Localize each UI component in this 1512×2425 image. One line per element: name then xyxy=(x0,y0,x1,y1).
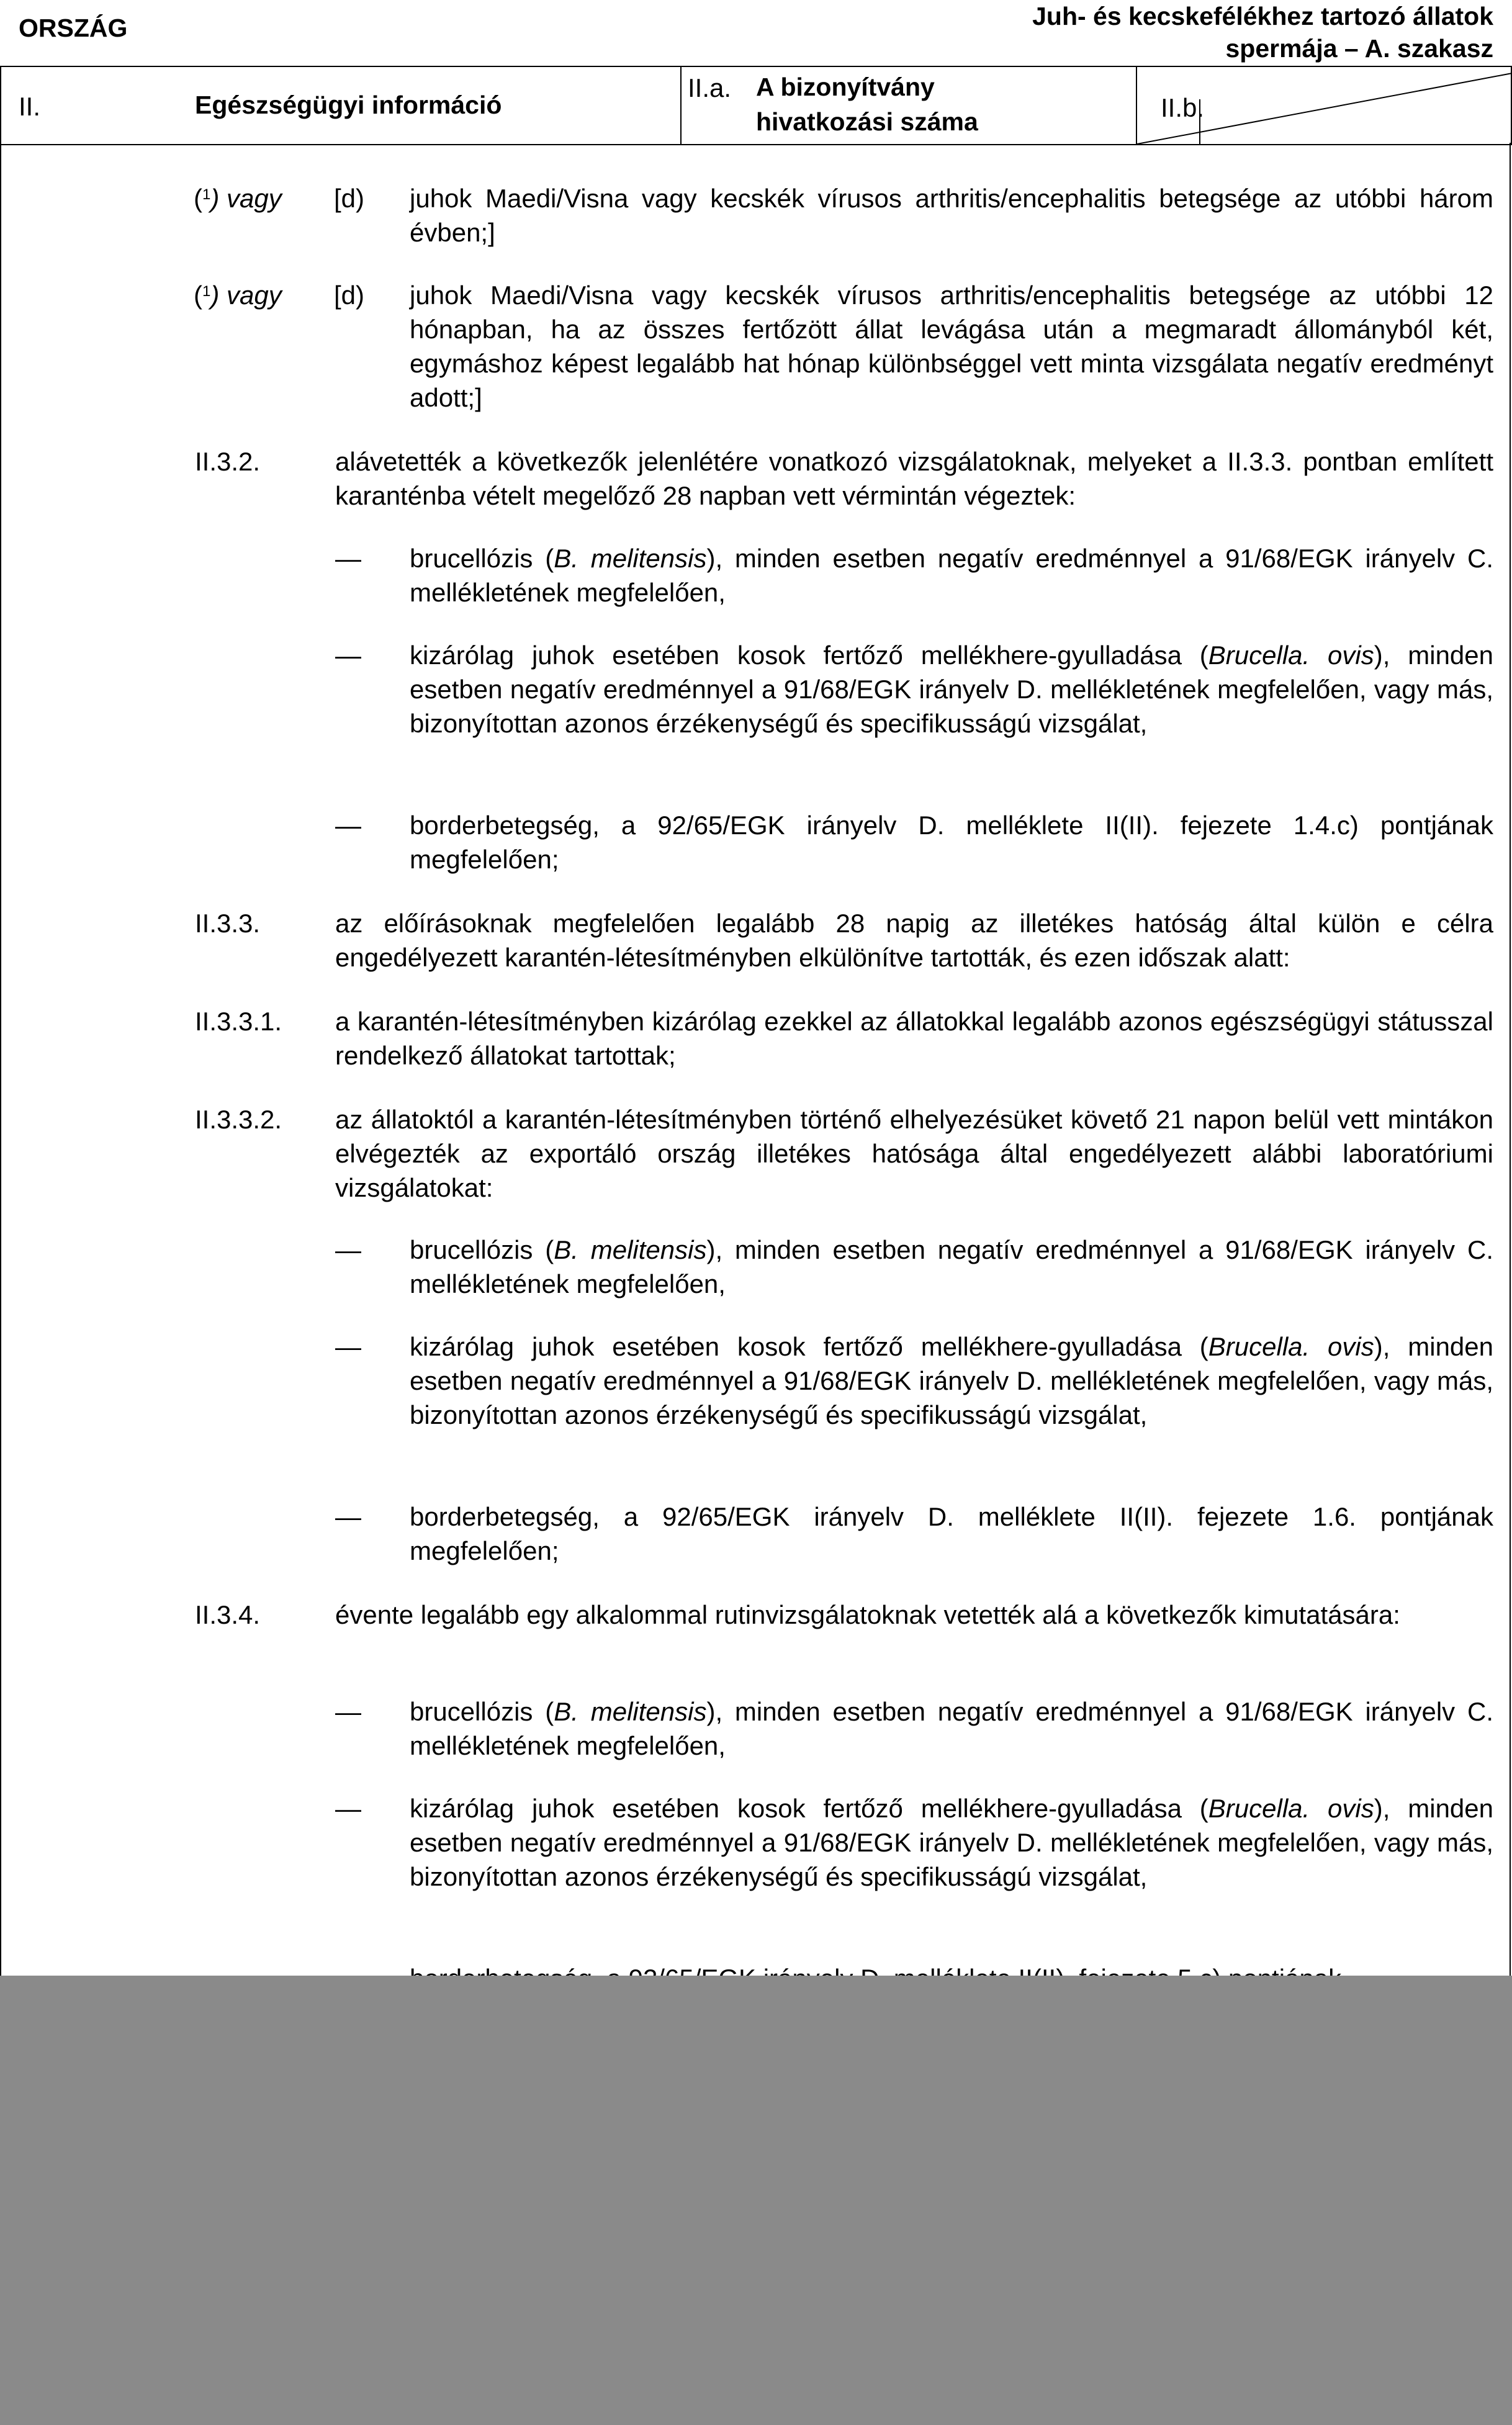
section-II-3-4-text: évente legalább egy alkalommal rutinvizsgálatoknak vetették alá a következők kimutatására: xyxy=(335,1600,1400,1629)
block-2-text: juhok Maedi/Visna vagy kecskék vírusos arthritis/encephalitis betegsége az utóbbi 12 hónapban, ha az összes fertőzött állat levágása után a megmaradt állományból két, egymáshoz képest legalább hat hónap különbséggel vett minta vizsgálata negatív eredményt adott;] xyxy=(410,281,1493,412)
gray-overlay xyxy=(0,1976,1512,2425)
dash: — xyxy=(335,1697,361,1726)
section-II-3-3-number: II.3.3. xyxy=(195,909,261,938)
dash: — xyxy=(335,641,361,670)
section-II-3-3-1-number: II.3.3.1. xyxy=(195,1007,282,1036)
bullet-brucellosis-1: brucellózis (B. melitensis), minden esetben negatív eredménnyel a 91/68/EGK irányelv C. mellékletének megfelelően, xyxy=(410,544,1493,607)
document-title-line2: spermája – A. szakasz xyxy=(1225,34,1493,63)
block-1-text: juhok Maedi/Visna vagy kecskék vírusos arthritis/encephalitis betegsége az utóbbi három évben;] xyxy=(410,184,1493,247)
bullet-brucellosis-3: brucellózis (B. melitensis), minden esetben negatív eredménnyel a 91/68/EGK irányelv C. mellékletének megfelelően, xyxy=(410,1697,1493,1760)
dash: — xyxy=(335,1235,361,1264)
bullet-ovis-2: kizárólag juhok esetében kosok fertőző mellékhere-gyulladása (Brucella. ovis), minden esetben negatív eredménnyel a 91/68/EGK irányelv D. mellékletének megfelelően, vagy más, bizonyítottan azonos érzékenységű és specifikusságú vizsgálat, xyxy=(410,1332,1493,1429)
dash: — xyxy=(335,544,361,573)
block-1-label: ($^1$) vagy xyxy=(194,184,282,213)
dash: — xyxy=(335,811,361,840)
block-1-tag: [d) xyxy=(334,184,365,213)
section-title: Egészségügyi információ xyxy=(195,91,502,119)
subreference-number: II.b. xyxy=(1161,93,1205,122)
section-number: II. xyxy=(19,92,41,121)
header-divider-1 xyxy=(680,66,682,144)
section-II-3-2-number: II.3.2. xyxy=(195,447,261,476)
bullet-brucellosis-2: brucellózis (B. melitensis), minden esetben negatív eredménnyel a 91/68/EGK irányelv C. mellékletének megfelelően, xyxy=(410,1235,1493,1298)
dash: — xyxy=(335,1502,361,1531)
reference-title-line2: hivatkozási száma xyxy=(756,107,978,136)
bullet-border-1: borderbetegség, a 92/65/EGK irányelv D. melléklete II(II). fejezete 1.4.c) pontjának megfelelően; xyxy=(410,811,1493,874)
section-II-3-3-2-number: II.3.3.2. xyxy=(195,1105,282,1134)
bullet-ovis-3: kizárólag juhok esetében kosok fertőző mellékhere-gyulladása (Brucella. ovis), minden esetben negatív eredménnyel a 91/68/EGK irányelv D. mellékletének megfelelően, vagy más, bizonyítottan azonos érzékenységű és specifikusságú vizsgálat, xyxy=(410,1794,1493,1891)
section-II-3-3-2-text: az állatoktól a karantén-létesítményben történő elhelyezésüket követő 21 napon belül vett mintákon elvégezték az exportáló ország illetékes hatósága által engedélyezett alábbi laboratóriumi vizsgálatokat: xyxy=(335,1105,1493,1202)
bullet-ovis-1: kizárólag juhok esetében kosok fertőző mellékhere-gyulladása (Brucella. ovis), minden esetben negatív eredménnyel a 91/68/EGK irányelv D. mellékletének megfelelően, vagy más, bizonyítottan azonos érzékenységű és specifikusságú vizsgálat, xyxy=(410,641,1493,738)
document-title xyxy=(1032,0,1493,65)
dash: — xyxy=(335,1794,361,1823)
reference-number: II.a. xyxy=(688,73,732,102)
country-label: ORSZÁG xyxy=(19,14,128,42)
block-2-label: ($^1$) vagy xyxy=(194,281,282,310)
block-2-tag: [d) xyxy=(334,281,365,310)
section-II-3-2-text: alávetették a következők jelenlétére vonatkozó vizsgálatoknak, melyeket a II.3.3. pontban említett karanténba vételt megelőző 28 napban vett vérmintán végeztek: xyxy=(335,447,1493,510)
body-frame-left xyxy=(0,143,1,1976)
bullet-border-2: borderbetegség, a 92/65/EGK irányelv D. melléklete II(II). fejezete 1.6. pontjának megfelelően; xyxy=(410,1502,1493,1565)
footnote-ref: 1 xyxy=(202,186,211,203)
reference-title xyxy=(756,70,978,139)
section-II-3-4-number: II.3.4. xyxy=(195,1600,261,1629)
body-frame-right xyxy=(1510,143,1511,1976)
section-II-3-3-1-text: a karantén-létesítményben kizárólag ezekkel az állatokkal legalább azonos egészségügyi státusszal rendelkező állatokat tartottak; xyxy=(335,1007,1493,1070)
reference-title-line1: A bizonyítvány xyxy=(756,73,935,101)
footnote-ref: 1 xyxy=(202,283,211,300)
section-II-3-3-text: az előírásoknak megfelelően legalább 28 napig az illetékes hatóság által külön e célra engedélyezett karantén-létesítményben elkülönítve tartották, és ezen időszak alatt: xyxy=(335,909,1493,972)
dash: — xyxy=(335,1332,361,1361)
document-title-line1: Juh- és kecskefélékhez tartozó állatok xyxy=(1032,2,1493,30)
